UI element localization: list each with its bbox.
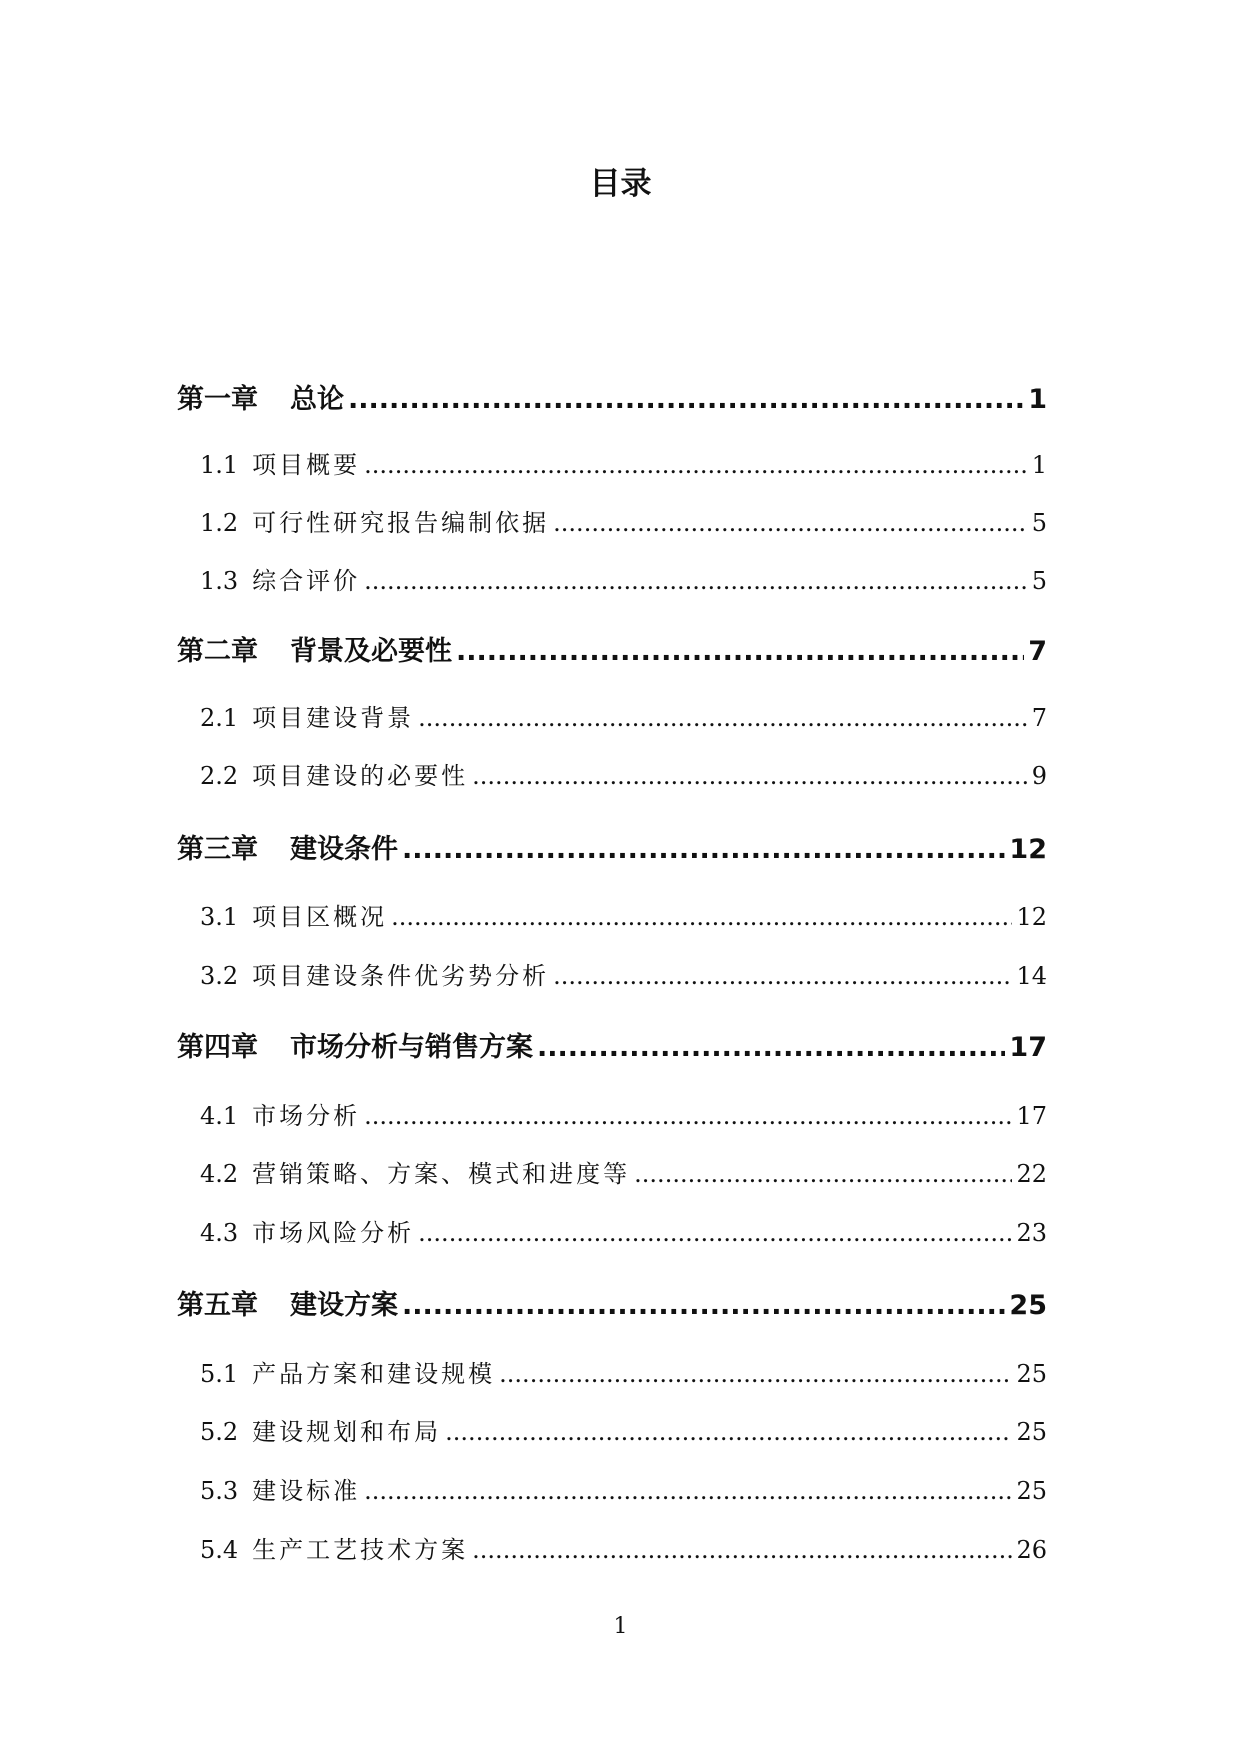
toc-leader-dots	[553, 509, 1028, 537]
toc-entry-number: 1.3	[200, 567, 239, 595]
toc-entry-page: 17	[1016, 1102, 1047, 1130]
toc-entry-number: 第一章	[177, 384, 258, 415]
toc-entry-number: 2.1	[200, 704, 239, 732]
toc-entry-page: 26	[1016, 1536, 1047, 1564]
toc-leader-dots	[364, 1477, 1012, 1505]
toc-entry-number: 第二章	[177, 636, 258, 667]
toc-entry-title: 建设规划和布局	[252, 1418, 442, 1446]
toc-entry-number: 第四章	[177, 1032, 258, 1063]
toc-entry[interactable]	[200, 756, 1047, 791]
toc-entry-number: 第三章	[177, 834, 258, 865]
toc-entry-title: 项目概要	[252, 451, 361, 479]
toc-leader-dots	[553, 962, 1012, 990]
toc-entry-title: 背景及必要性	[290, 636, 452, 667]
toc-entry-page: 9	[1031, 762, 1047, 790]
toc-entry-page: 5	[1031, 567, 1047, 595]
toc-entry[interactable]	[200, 956, 1047, 991]
toc-entry[interactable]	[200, 1530, 1047, 1565]
toc-leader-dots	[402, 1290, 1005, 1321]
toc-leader-dots	[391, 903, 1012, 931]
toc-entry[interactable]	[200, 1412, 1047, 1447]
toc-entry-number: 4.1	[200, 1102, 239, 1130]
toc-entry-number: 4.3	[200, 1219, 239, 1247]
toc-leader-dots	[418, 1219, 1012, 1247]
toc-leader-dots	[499, 1360, 1012, 1388]
toc-entry-page: 25	[1016, 1418, 1047, 1446]
toc-entry[interactable]	[200, 897, 1047, 932]
toc-entry-title: 营销策略、方案、模式和进度等	[252, 1160, 631, 1188]
toc-entry-title: 项目建设的必要性	[252, 762, 469, 790]
toc-leader-dots	[445, 1418, 1012, 1446]
toc-entry-page: 25	[1009, 1290, 1047, 1321]
toc-entry-page: 17	[1009, 1032, 1047, 1063]
toc-entry[interactable]	[177, 1283, 1047, 1322]
toc-entry-page: 23	[1016, 1219, 1047, 1247]
toc-entry-title: 生产工艺技术方案	[252, 1536, 469, 1564]
toc-entry-number: 5.1	[200, 1360, 239, 1388]
toc-entry-title: 市场分析与销售方案	[290, 1032, 533, 1063]
toc-entry[interactable]	[200, 561, 1047, 596]
toc-leader-dots	[364, 1102, 1012, 1130]
toc-entry[interactable]	[177, 1025, 1047, 1064]
toc-leader-dots	[364, 451, 1028, 479]
toc-leader-dots	[456, 636, 1024, 667]
toc-entry-page: 12	[1009, 834, 1047, 865]
toc-entry-number: 3.1	[200, 903, 239, 931]
toc-leader-dots	[634, 1160, 1012, 1188]
toc-entry-title: 项目建设条件优劣势分析	[252, 962, 550, 990]
toc-entry-number: 5.2	[200, 1418, 239, 1446]
toc-entry-title: 建设标准	[252, 1477, 361, 1505]
toc-entry-page: 5	[1031, 509, 1047, 537]
toc-entry[interactable]	[200, 1213, 1047, 1248]
toc-entry-number: 1.2	[200, 509, 239, 537]
toc-entry-title: 综合评价	[252, 567, 361, 595]
toc-entry-title: 可行性研究报告编制依据	[252, 509, 550, 537]
toc-entry[interactable]	[177, 827, 1047, 866]
toc-entry-number: 5.3	[200, 1477, 239, 1505]
toc-leader-dots	[364, 567, 1028, 595]
toc-entry-number: 2.2	[200, 762, 239, 790]
toc-entry-title: 项目建设背景	[252, 704, 415, 732]
toc-entry[interactable]	[200, 698, 1047, 733]
toc-entry[interactable]	[177, 629, 1047, 668]
toc-entry[interactable]	[200, 1096, 1047, 1131]
toc-entry[interactable]	[200, 1471, 1047, 1506]
toc-leader-dots	[348, 384, 1024, 415]
toc-leader-dots	[472, 762, 1028, 790]
toc-leader-dots	[418, 704, 1028, 732]
toc-entry[interactable]	[200, 1354, 1047, 1389]
toc-entry-page: 22	[1016, 1160, 1047, 1188]
toc-entry[interactable]	[200, 1154, 1047, 1189]
toc-entry-page: 12	[1016, 903, 1047, 931]
toc-entry-title: 建设方案	[290, 1290, 398, 1321]
toc-entry-number: 3.2	[200, 962, 239, 990]
toc-entry[interactable]	[177, 377, 1047, 416]
toc-entry-page: 1	[1028, 384, 1047, 415]
toc-leader-dots	[402, 834, 1005, 865]
toc-entry-page: 25	[1016, 1477, 1047, 1505]
toc-entry-page: 25	[1016, 1360, 1047, 1388]
toc-leader-dots	[472, 1536, 1012, 1564]
toc-entry-title: 市场风险分析	[252, 1219, 415, 1247]
toc-entry-title: 总论	[290, 384, 344, 415]
toc-entry-title: 建设条件	[290, 834, 398, 865]
toc-entry-page: 7	[1031, 704, 1047, 732]
toc-leader-dots	[537, 1032, 1005, 1063]
toc-entry-title: 市场分析	[252, 1102, 361, 1130]
toc-entry-number: 1.1	[200, 451, 239, 479]
toc-entry-page: 14	[1016, 962, 1047, 990]
toc-entry-number: 4.2	[200, 1160, 239, 1188]
toc-entry[interactable]	[200, 445, 1047, 480]
toc-entry-page: 7	[1028, 636, 1047, 667]
toc-entry-number: 第五章	[177, 1290, 258, 1321]
toc-entry-title: 产品方案和建设规模	[252, 1360, 496, 1388]
toc-entry-number: 5.4	[200, 1536, 239, 1564]
toc-entry-title: 项目区概况	[252, 903, 388, 931]
page-title: 目录	[589, 166, 652, 202]
toc-entry-page: 1	[1031, 451, 1047, 479]
toc-entry[interactable]	[200, 503, 1047, 538]
page-number: 1	[613, 1614, 628, 1639]
